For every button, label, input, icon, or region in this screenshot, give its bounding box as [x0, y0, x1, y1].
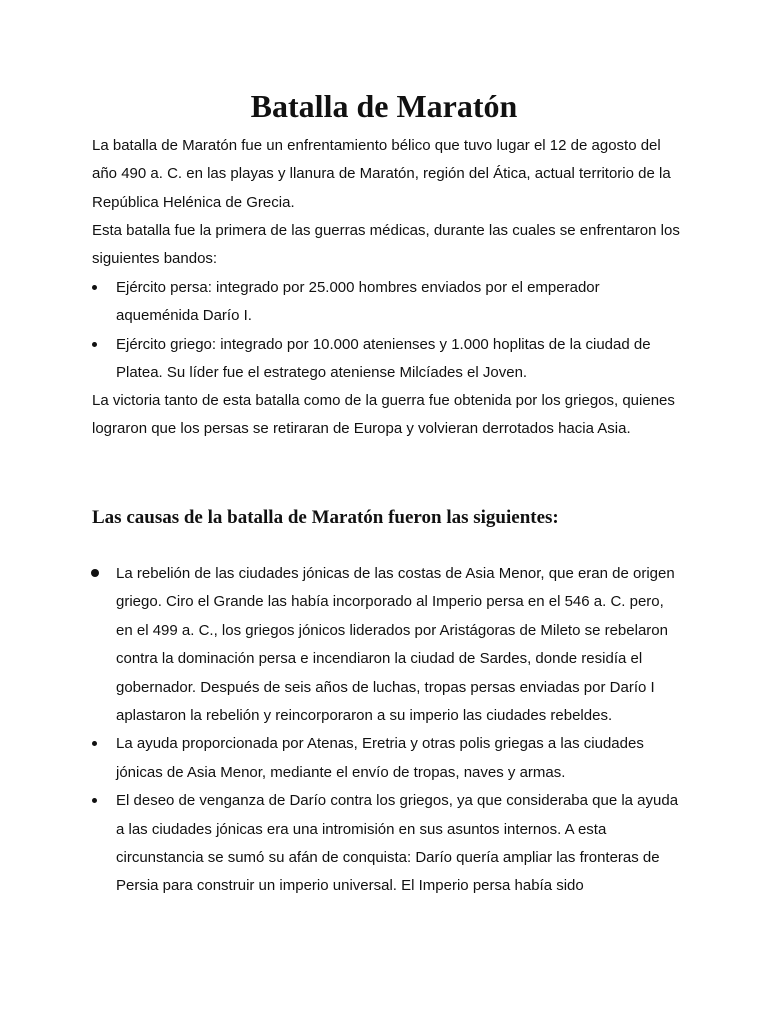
sides-list — [92, 274, 682, 388]
document-title: Batalla de Maratón — [250, 88, 518, 124]
list-item-text: Ejército griego: integrado por 10.000 atenienses y 1.000 hoplitas de la ciudad de Platea. Su líder fue el estratego ateniense Milcíades el Joven. — [116, 335, 651, 382]
list-item — [92, 560, 682, 730]
bullet-icon — [92, 342, 97, 347]
intro-paragraph: La batalla de Maratón fue un enfrentamiento bélico que tuvo lugar el 12 de agosto del año 490 a. C. en las playas y llanura de Maratón, región del Ática, actual territorio de la República Helénica de Grecia. — [92, 137, 671, 211]
list-item-text: La ayuda proporcionada por Atenas, Eretria y otras polis griegas a las ciudades jónicas de Asia Menor, mediante el envío de tropas, naves y armas. — [116, 735, 644, 781]
list-item — [92, 787, 682, 901]
list-item — [92, 274, 682, 331]
bullet-icon — [92, 798, 97, 803]
sides-intro-paragraph: Esta batalla fue la primera de las guerras médicas, durante las cuales se enfrentaron los siguientes bandos: — [92, 222, 680, 268]
bullet-icon — [92, 741, 97, 746]
bullet-icon — [91, 569, 99, 577]
list-item-text: El deseo de venganza de Darío contra los griegos, ya que consideraba que la ayuda a las ciudades jónicas era una intromisión en sus asuntos internos. A esta circunstancia se sumó su afán de conquista: Darío quería ampliar las fronteras de Persia para construir un imperio universal. El Imperio persa había sido — [116, 792, 679, 895]
list-item-text: La rebelión de las ciudades jónicas de las costas de Asia Menor, que eran de origen griego. Ciro el Grande las había incorporado al Imperio persa en el 546 a. C. pero, en el 499 a. C., los griegos jónicos liderados por Aristágoras de Mileto se rebelaron contra la dominación persa e incendiaron la ciudad de Sardes, donde residía el gobernador. Después de seis años de luchas, tropas persas enviadas por Darío I aplastaron la rebelión y reincorporaron a su imperio las ciudades rebeldes. — [116, 565, 675, 725]
list-item-text: Ejército persa: integrado por 25.000 hombres enviados por el emperador aqueménida Darío I. — [116, 279, 600, 325]
bullet-icon — [92, 285, 97, 290]
causes-list — [92, 560, 682, 901]
list-item — [92, 331, 682, 388]
outcome-paragraph: La victoria tanto de esta batalla como de la guerra fue obtenida por los griegos, quienes lograron que los persas se retiraran de Europa y volvieran derrotados hacia Asia. — [92, 392, 675, 438]
list-item — [92, 730, 682, 787]
causes-heading: Las causas de la batalla de Maratón fueron las siguientes: — [92, 507, 559, 528]
